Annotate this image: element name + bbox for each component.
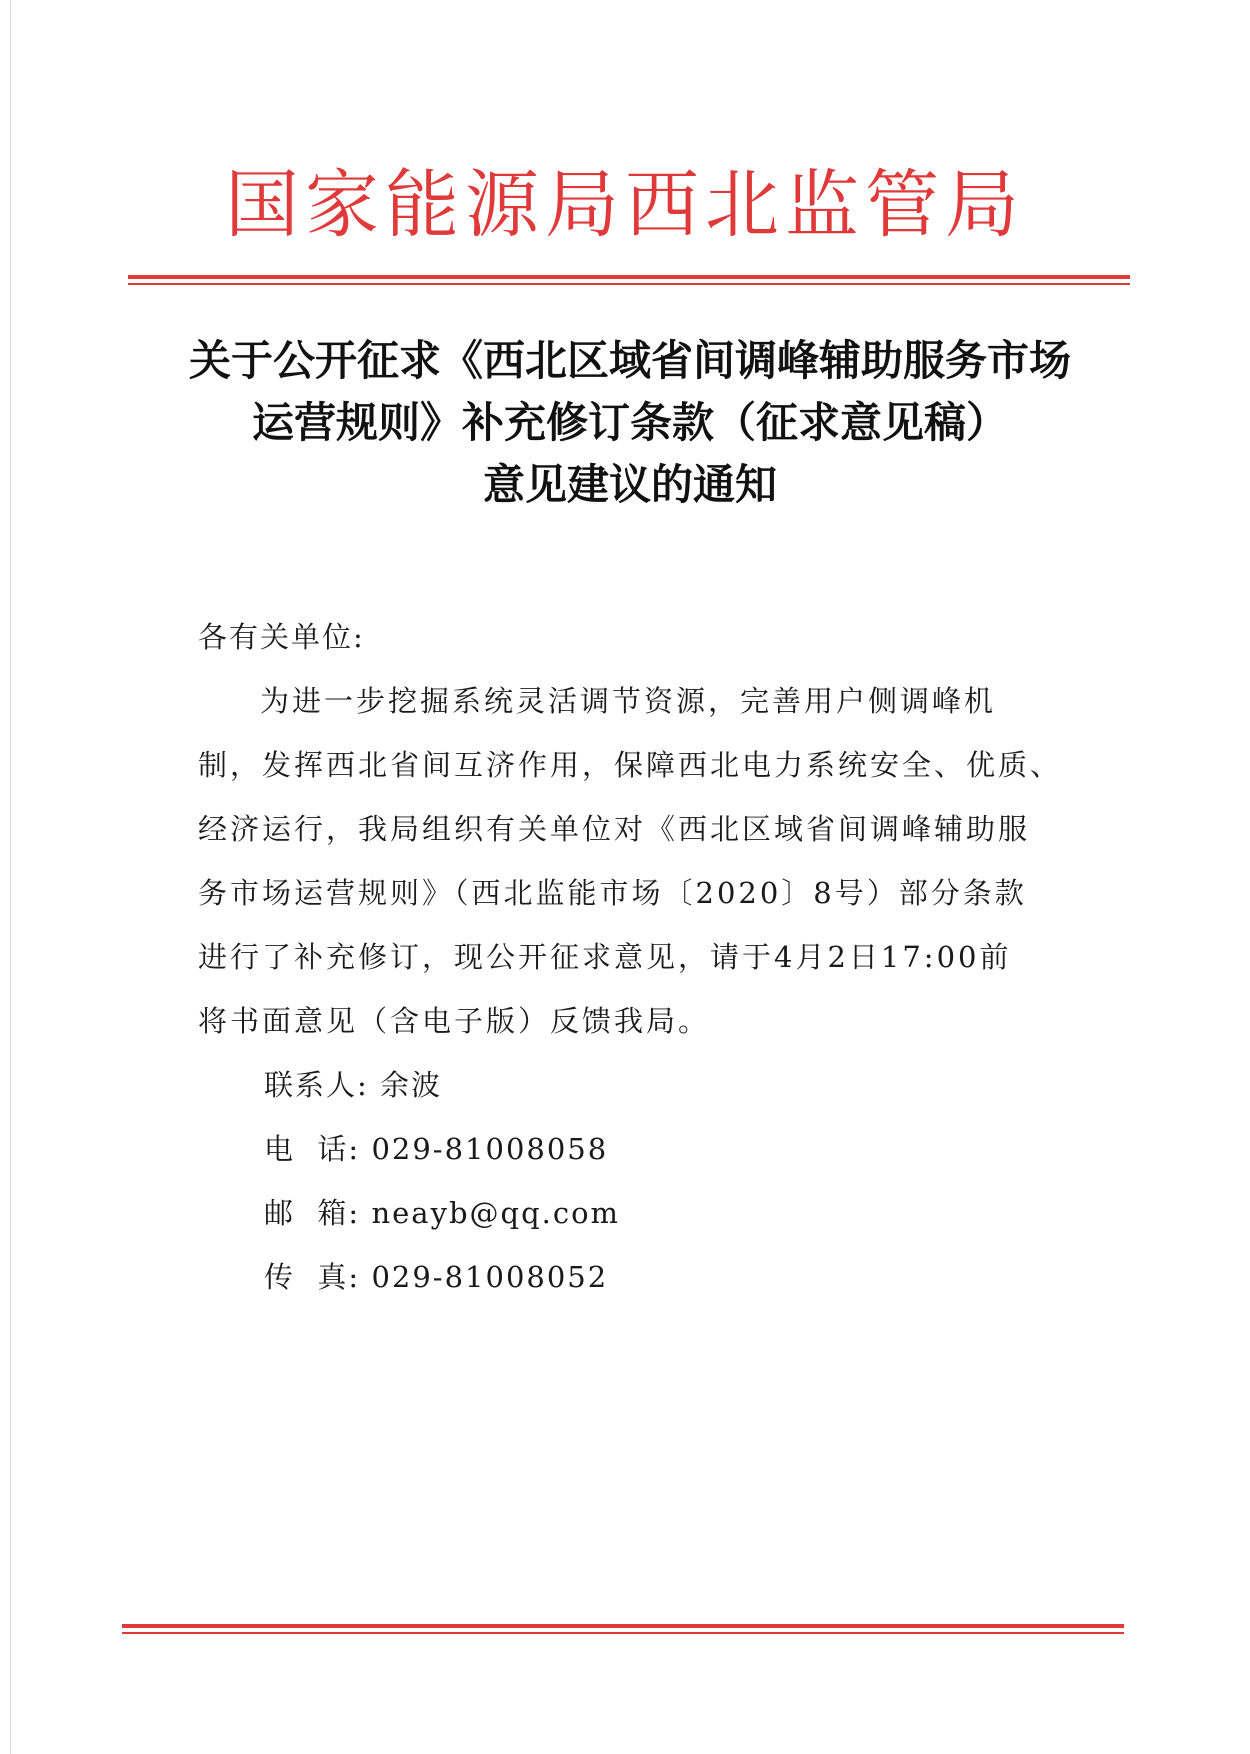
paragraph-line: 制，发挥西北省间互济作用，保障西北电力系统安全、优质、 [198, 748, 1063, 782]
notice-title-line-1: 关于公开征求《西北区域省间调峰辅助服务市场 [188, 336, 1071, 385]
phone-value: 029-81008058 [371, 1132, 609, 1166]
footer-divider-thin-line [122, 1632, 1124, 1634]
fax-row [198, 1245, 1068, 1309]
contact-person-label: 联系人: [264, 1068, 369, 1102]
paragraph-line: 将书面意见（含电子版）反馈我局。 [198, 1004, 711, 1038]
paragraph-line: 为进一步挖掘系统灵活调节资源，完善用户侧调峰机 [260, 684, 997, 718]
contact-person-row [198, 1053, 1068, 1117]
notice-title-line-2: 运营规则》补充修订条款（征求意见稿） [251, 398, 1008, 447]
header-divider-thin-line [128, 283, 1130, 285]
contact-info [198, 1053, 1068, 1309]
paragraph-line: 经济运行，我局组织有关单位对《西北区域省间调峰辅助服 [198, 812, 1031, 846]
fax-label: 传 真: [264, 1260, 361, 1294]
notice-title [170, 330, 1090, 516]
main-paragraph [198, 669, 1068, 1053]
paragraph-line: 务市场运营规则》（西北监能市场〔2020〕8号）部分条款 [198, 876, 1027, 910]
agency-header-title: 国家能源局西北监管局 [225, 162, 1025, 248]
contact-person-value: 余波 [380, 1068, 443, 1102]
page-edge [10, 0, 11, 1754]
paragraph-line: 进行了补充修订，现公开征求意见，请于4月2日17:00前 [198, 940, 1012, 974]
header-divider [128, 275, 1130, 285]
salutation: 各有关单位: [198, 620, 365, 654]
email-row [198, 1181, 1068, 1245]
phone-row [198, 1117, 1068, 1181]
notice-body [198, 605, 1068, 1309]
phone-label: 电 话: [264, 1132, 361, 1166]
email-label: 邮 箱: [264, 1196, 361, 1230]
fax-value: 029-81008052 [371, 1260, 609, 1294]
email-value: neayb@qq.com [371, 1196, 621, 1230]
footer-divider [122, 1624, 1124, 1634]
notice-title-line-3: 意见建议的通知 [482, 460, 777, 509]
